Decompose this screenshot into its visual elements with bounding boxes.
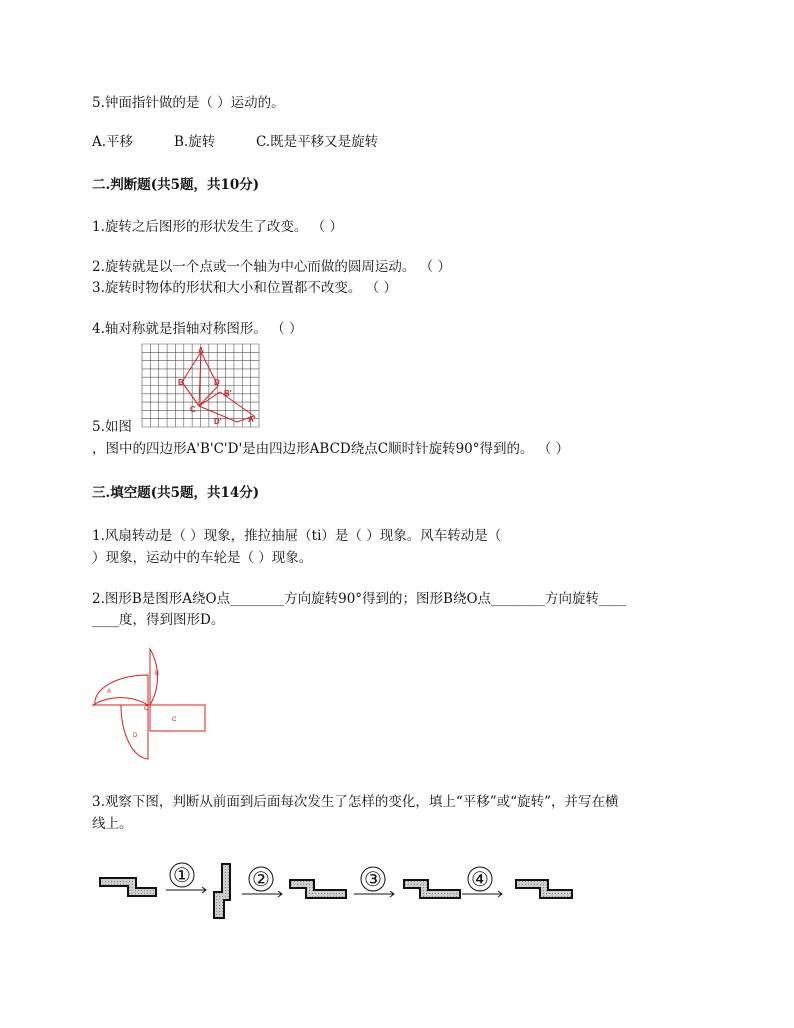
- judgement-item-2: 2.旋转就是以一个点或一个轴为中心而做的圆周运动。 （ ）: [92, 259, 451, 275]
- choice-option-b: B.旋转: [174, 134, 216, 150]
- fan-label-o: O: [144, 706, 149, 712]
- judgement-item-3: 3.旋转时物体的形状和大小和位置都不改变。 （ ）: [92, 280, 397, 296]
- choice-q5: 5.钟面指针做的是（ ）运动的。: [92, 95, 285, 111]
- section-heading-fill: 三.填空题(共5题，共14分): [92, 485, 260, 501]
- grid-label-a: A: [198, 346, 204, 355]
- fan-label-c: C: [172, 717, 177, 723]
- grid-label-d: D: [214, 378, 220, 387]
- judgement-item-1: 1.旋转之后图形的形状发生了改变。 （ ）: [92, 219, 343, 235]
- step-label-1: ①: [173, 863, 191, 887]
- fan-label-a: A: [107, 689, 112, 695]
- choice-option-a: A.平移: [92, 134, 134, 150]
- transformation-sequence: [98, 850, 588, 930]
- step-label-4: ④: [471, 867, 489, 891]
- fill-q2-line2: ____度，得到图形D。: [92, 612, 225, 628]
- grid-label-d-prime: D': [214, 417, 222, 426]
- fill-q1-line1: 1.风扇转动是（ ）现象，推拉抽屉（ti）是（ ）现象。风车转动是（: [92, 528, 502, 544]
- windmill-figure: [93, 647, 209, 763]
- fill-q2-line1: 2.图形B是图形A绕O点________方向旋转90°得到的；图形B绕O点________方向旋转____: [92, 591, 627, 607]
- fan-label-d: D: [133, 733, 138, 739]
- rotation-grid-figure: [142, 344, 260, 428]
- section-heading-judgement: 二.判断题(共5题，共10分): [92, 177, 260, 193]
- judgement-item-4: 4.轴对称就是指轴对称图形。 （ ）: [92, 321, 303, 337]
- grid-label-b-prime: B': [224, 389, 232, 398]
- judgement-item-5: ，图中的四边形A'B'C'D'是由四边形ABCD绕点C顺时针旋转90°得到的。 （ ）: [92, 441, 570, 457]
- fill-q3-line1: 3.观察下图，判断从前面到后面每次发生了怎样的变化，填上“平移”或“旋转”，并写在横: [92, 794, 619, 810]
- grid-label-c: C: [190, 405, 196, 414]
- judgement-item-5-prefix: 5.如图: [92, 419, 132, 435]
- step-label-3: ③: [364, 867, 382, 891]
- grid-label-b: B: [178, 378, 184, 387]
- fill-q1-line2: ）现象，运动中的车轮是（ ）现象。: [92, 550, 313, 566]
- fill-q3-line2: 线上。: [92, 816, 133, 832]
- choice-option-c: C.既是平移又是旋转: [256, 134, 379, 150]
- grid-label-a-prime: A': [248, 415, 256, 424]
- step-label-2: ②: [252, 867, 270, 891]
- fan-label-b: B: [155, 671, 160, 677]
